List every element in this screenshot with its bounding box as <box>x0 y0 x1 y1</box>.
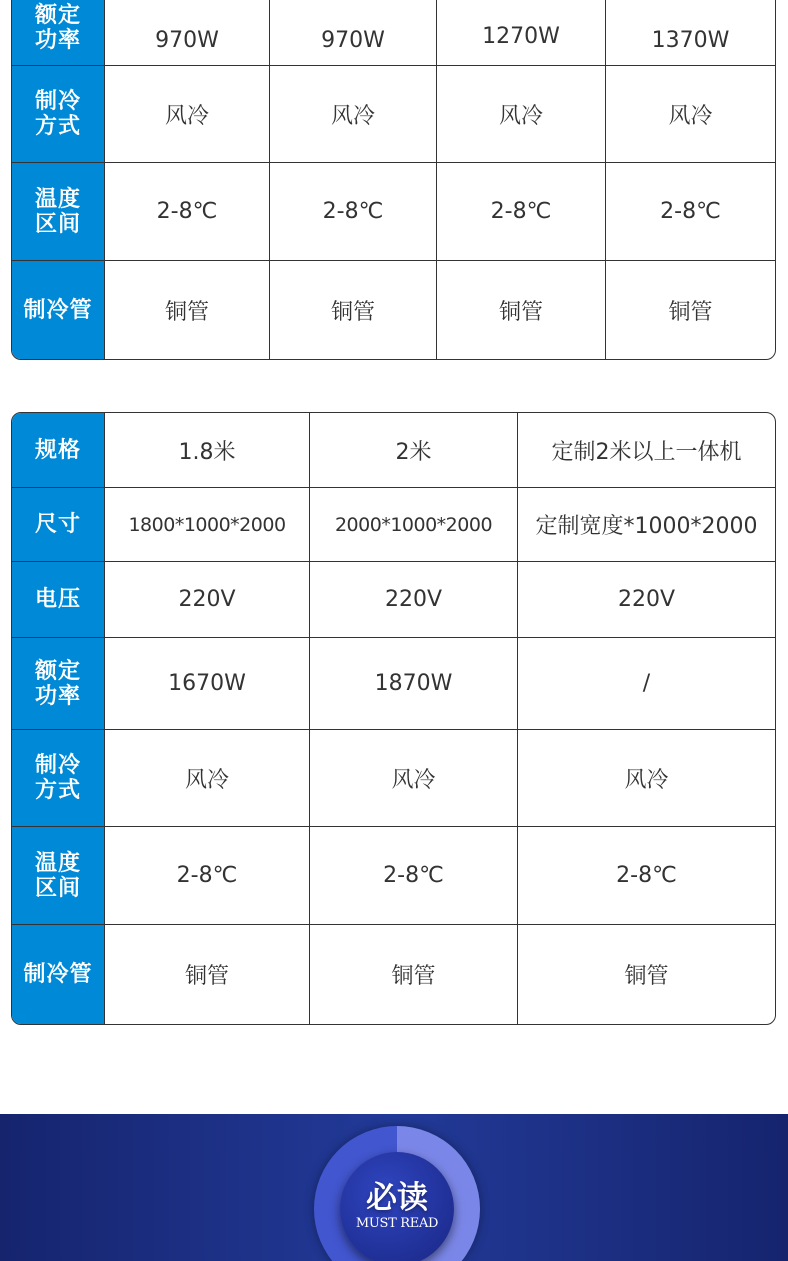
table-cell: 2-8℃ <box>517 827 775 924</box>
table-cell: 2000*1000*2000 <box>309 488 517 561</box>
row-temperature-range <box>12 163 775 261</box>
row-header: 额定 功率 <box>12 0 104 65</box>
spec-table-2 <box>11 412 776 1025</box>
row-temperature-range <box>12 827 775 925</box>
table-cell: 1370W <box>605 0 775 65</box>
row-header: 规格 <box>12 413 104 487</box>
table-cell: 1800*1000*2000 <box>104 488 309 561</box>
table-cell: 2-8℃ <box>104 827 309 924</box>
row-header: 温度 区间 <box>12 163 104 260</box>
badge-title: 必读 <box>366 1180 428 1216</box>
spec-table-1 <box>11 0 776 360</box>
table-cell: 970W <box>269 0 436 65</box>
table-cell: 风冷 <box>309 730 517 826</box>
table-cell: 1270W <box>436 0 605 65</box>
table-cell: 铜管 <box>309 925 517 1024</box>
table-cell: 风冷 <box>269 66 436 162</box>
row-voltage <box>12 562 775 638</box>
table-cell: 970W <box>104 0 269 65</box>
row-header: 尺寸 <box>12 488 104 561</box>
table-cell: 铜管 <box>269 261 436 359</box>
row-header: 电压 <box>12 562 104 637</box>
must-read-badge-icon <box>314 1126 480 1261</box>
table-cell: 2-8℃ <box>269 163 436 260</box>
row-header: 温度 区间 <box>12 827 104 924</box>
row-cooling-pipe <box>12 261 775 359</box>
table-cell: 1870W <box>309 638 517 729</box>
row-specification <box>12 413 775 488</box>
badge-center <box>340 1152 454 1261</box>
row-cooling-method <box>12 66 775 163</box>
must-read-banner <box>0 1114 788 1261</box>
row-header: 额定 功率 <box>12 638 104 729</box>
table-cell: 铜管 <box>605 261 775 359</box>
row-rated-power <box>12 0 775 66</box>
row-header: 制冷管 <box>12 925 104 1024</box>
table-cell: 1670W <box>104 638 309 729</box>
table-cell: 风冷 <box>104 730 309 826</box>
row-cooling-method <box>12 730 775 827</box>
table-cell: 220V <box>309 562 517 637</box>
table-cell: 风冷 <box>436 66 605 162</box>
row-header: 制冷 方式 <box>12 66 104 162</box>
badge-subtitle: MUST READ <box>355 1216 439 1231</box>
table-cell: / <box>517 638 775 729</box>
row-header: 制冷管 <box>12 261 104 359</box>
table-cell: 1.8米 <box>104 413 309 487</box>
table-cell: 铜管 <box>104 925 309 1024</box>
table-cell: 2米 <box>309 413 517 487</box>
row-dimensions <box>12 488 775 562</box>
table-cell: 铜管 <box>517 925 775 1024</box>
table-cell: 2-8℃ <box>605 163 775 260</box>
table-cell: 铜管 <box>436 261 605 359</box>
table-cell: 2-8℃ <box>309 827 517 924</box>
table-cell: 风冷 <box>605 66 775 162</box>
row-rated-power <box>12 638 775 730</box>
row-cooling-pipe <box>12 925 775 1024</box>
table-cell: 2-8℃ <box>104 163 269 260</box>
table-cell: 定制宽度*1000*2000 <box>517 488 775 561</box>
table-cell: 风冷 <box>104 66 269 162</box>
table-cell: 铜管 <box>104 261 269 359</box>
table-cell: 220V <box>104 562 309 637</box>
table-cell: 220V <box>517 562 775 637</box>
table-cell: 定制2米以上一体机 <box>517 413 775 487</box>
row-header: 制冷 方式 <box>12 730 104 826</box>
table-cell: 2-8℃ <box>436 163 605 260</box>
table-cell: 风冷 <box>517 730 775 826</box>
